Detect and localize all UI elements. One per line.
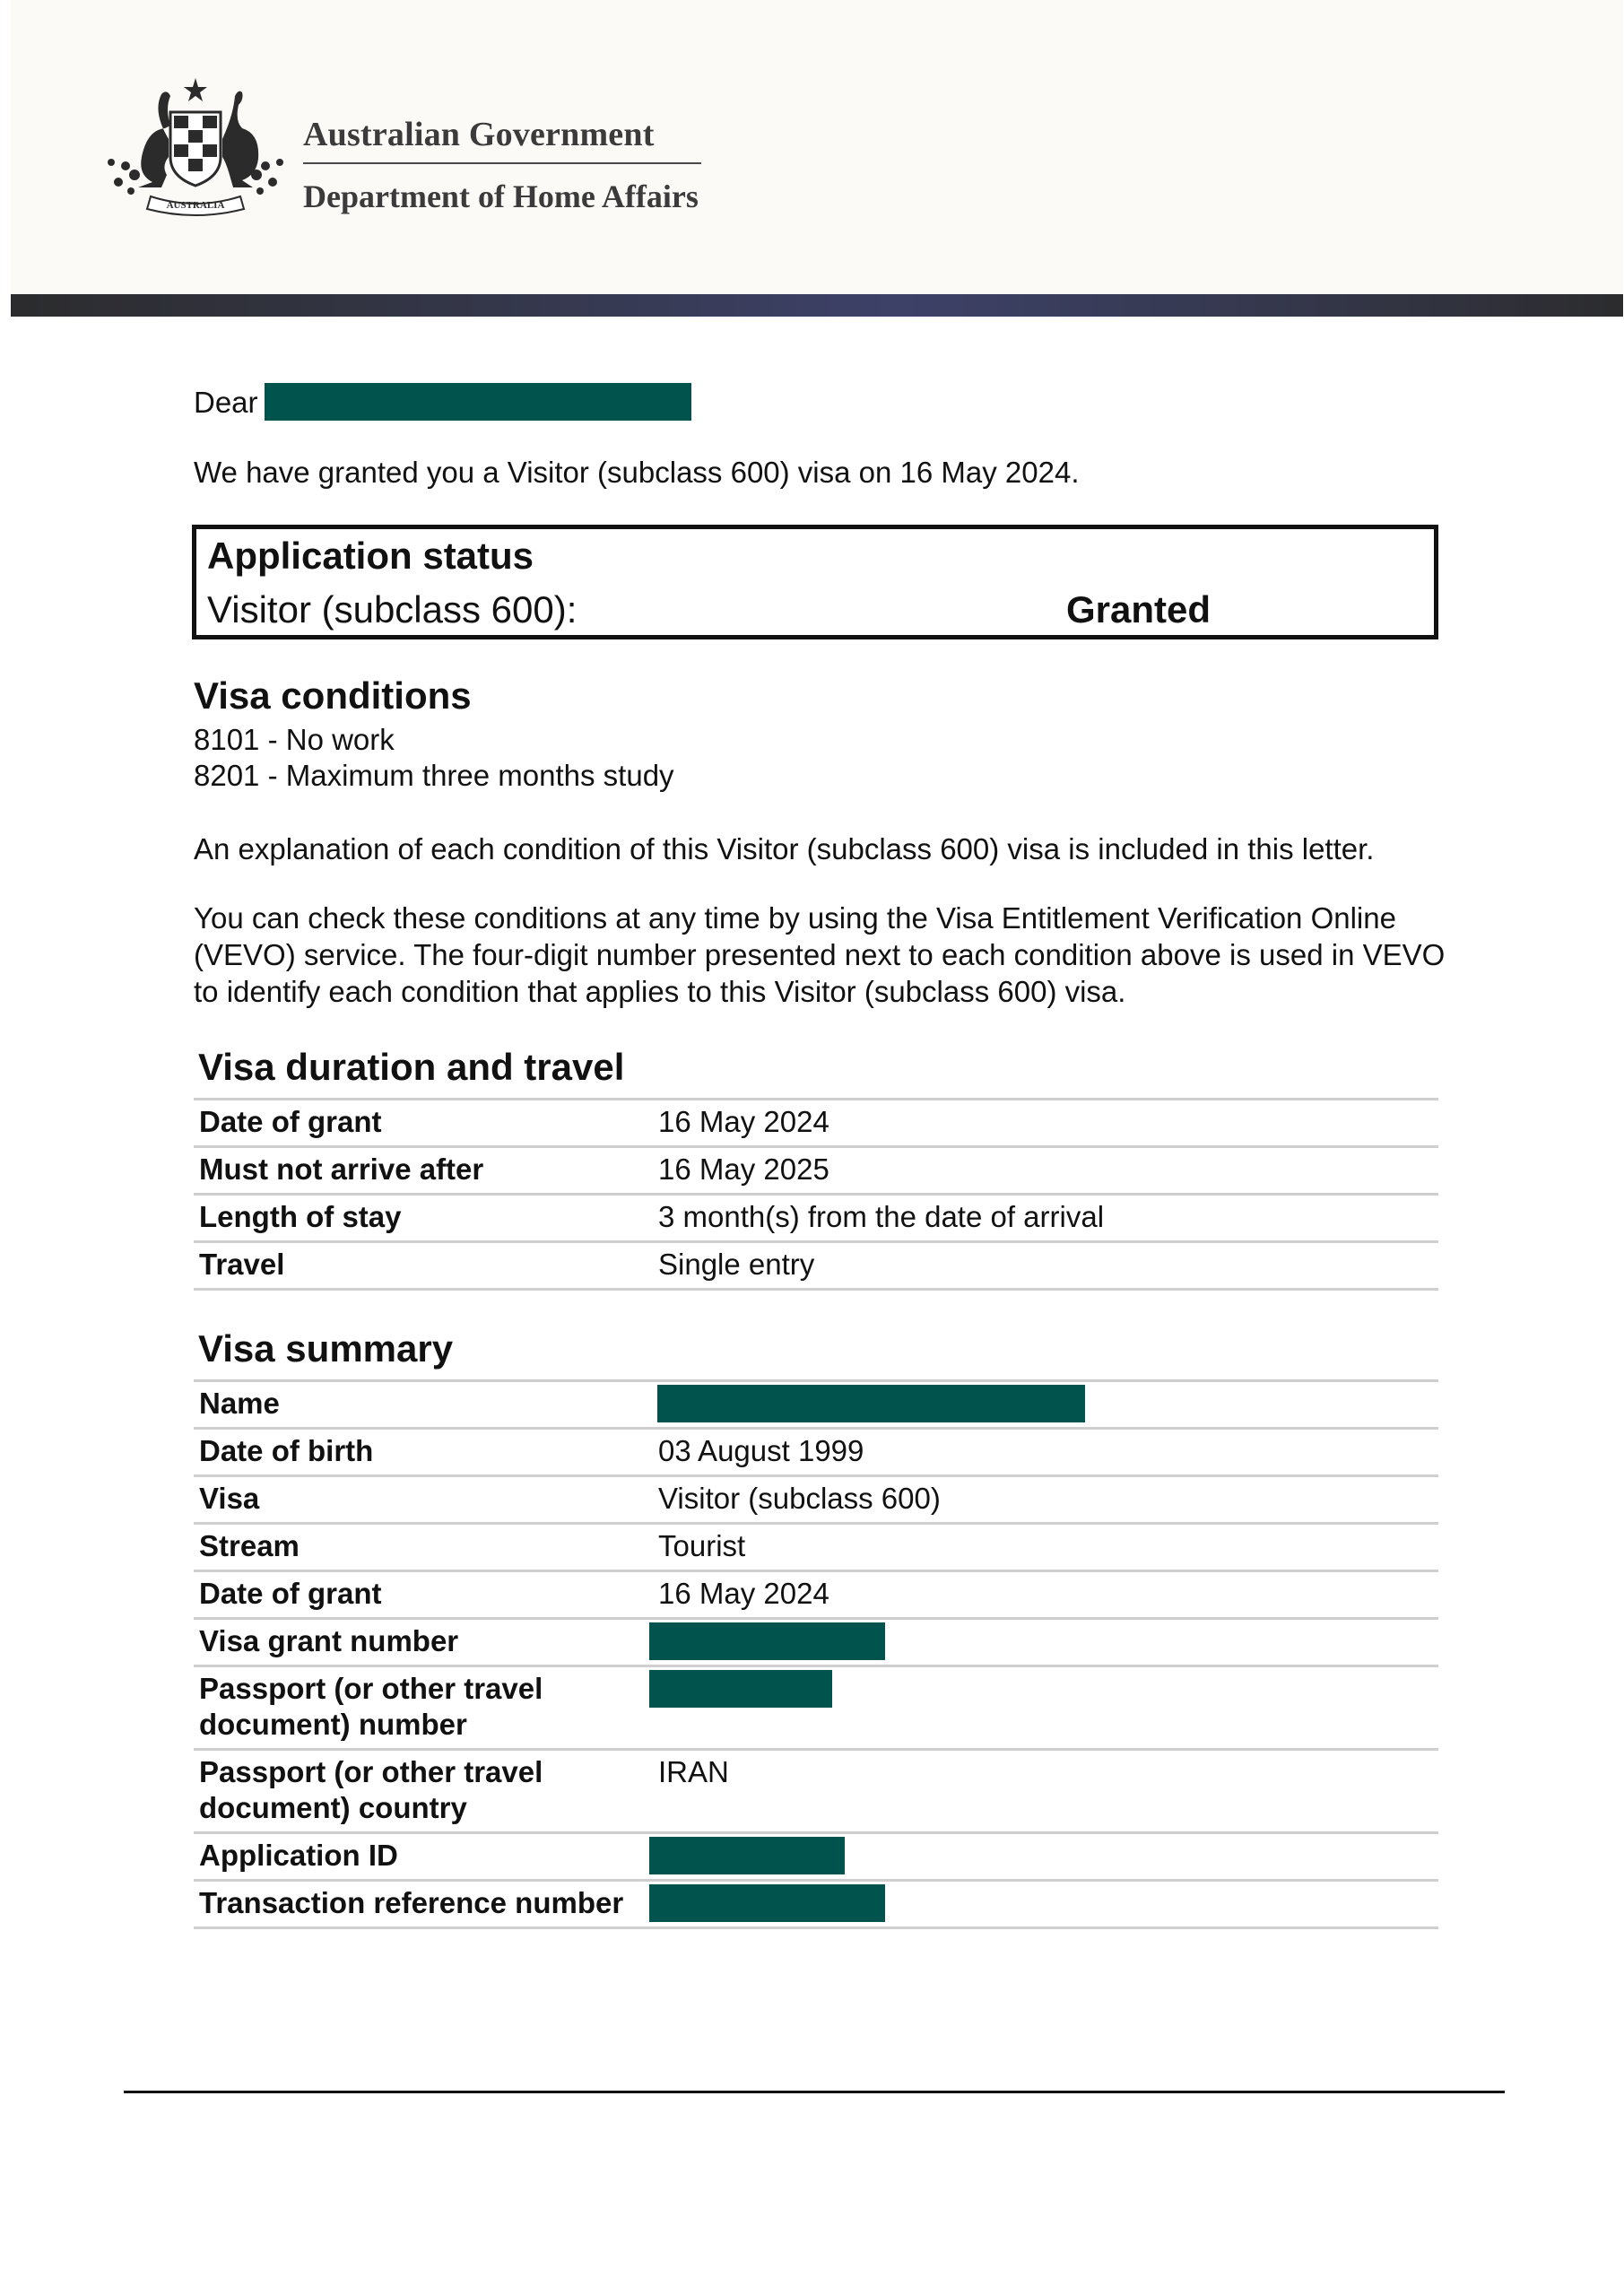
vevo-paragraph: You can check these conditions at any time by using the Visa Entitlement Verification Online (VEVO) service. The four-digit number presented next to each condition above is used in VEVO to identify each condition that applies to this Visitor (subclass 600) visa. [194, 901, 1446, 1008]
status-heading: Application status [207, 535, 534, 577]
row-label: Passport (or other travel document) number [199, 1672, 543, 1741]
table-row [194, 1751, 1438, 1834]
table-row [194, 1148, 1438, 1196]
row-label: Application ID [199, 1839, 398, 1872]
row-value: 16 May 2024 [658, 1577, 829, 1610]
government-title: Australian Government [303, 116, 655, 153]
row-label: Date of grant [199, 1105, 382, 1138]
coat-of-arms-icon [99, 76, 291, 220]
table-row [194, 1882, 1438, 1929]
conditions-heading: Visa conditions [194, 674, 472, 717]
row-value: 16 May 2024 [658, 1105, 829, 1138]
title-divider [303, 162, 701, 164]
redacted-application-id [649, 1837, 845, 1874]
redacted-visa-grant-number [649, 1622, 885, 1660]
table-row [194, 1667, 1438, 1751]
condition-item: 8201 - Maximum three months study [194, 759, 674, 792]
table-row [194, 1834, 1438, 1882]
row-label: Transaction reference number [199, 1886, 624, 1919]
application-status-box [192, 525, 1438, 639]
summary-table [194, 1379, 1438, 1929]
row-label: Must not arrive after [199, 1152, 484, 1186]
department-name: Department of Home Affairs [303, 178, 699, 214]
redacted-name [657, 1385, 1085, 1422]
table-row [194, 1525, 1438, 1572]
row-label: Travel [199, 1248, 285, 1281]
condition-item: 8101 - No work [194, 723, 395, 756]
redacted-passport-number [649, 1670, 832, 1708]
footer-rule [124, 2091, 1505, 2093]
row-value: Tourist [658, 1529, 746, 1562]
grant-intro: We have granted you a Visitor (subclass 600) visa on 16 May 2024. [194, 456, 1080, 489]
table-row [194, 1572, 1438, 1620]
redacted-recipient-name [265, 383, 691, 421]
row-label: Name [199, 1387, 280, 1420]
table-row [194, 1620, 1438, 1667]
table-row [194, 1243, 1438, 1291]
status-visa-label: Visitor (subclass 600): [207, 588, 578, 631]
row-label: Date of birth [199, 1434, 374, 1467]
crest-scroll-text: AUSTRALIA [166, 200, 225, 211]
row-value: 3 month(s) from the date of arrival [658, 1200, 1105, 1233]
duration-table [194, 1098, 1438, 1291]
row-label: Passport (or other travel document) country [199, 1755, 543, 1824]
row-label: Date of grant [199, 1577, 382, 1610]
table-row [194, 1196, 1438, 1243]
duration-heading: Visa duration and travel [198, 1046, 625, 1088]
row-value: 03 August 1999 [658, 1434, 864, 1467]
status-value: Granted [1066, 588, 1211, 631]
row-value: IRAN [658, 1755, 729, 1788]
row-label: Stream [199, 1529, 300, 1562]
redacted-transaction-reference [649, 1884, 885, 1922]
row-label: Visa [199, 1482, 260, 1515]
conditions-explanation: An explanation of each condition of this Visitor (subclass 600) visa is included in this letter. [194, 832, 1375, 865]
salutation: Dear [194, 386, 258, 419]
table-row [194, 1477, 1438, 1525]
header-band [11, 294, 1623, 317]
row-value: 16 May 2025 [658, 1152, 829, 1186]
summary-heading: Visa summary [198, 1327, 454, 1370]
row-label: Visa grant number [199, 1624, 459, 1657]
table-row [194, 1098, 1438, 1148]
row-label: Length of stay [199, 1200, 402, 1233]
row-value: Single entry [658, 1248, 815, 1281]
table-row [194, 1379, 1438, 1430]
table-row [194, 1430, 1438, 1477]
row-value: Visitor (subclass 600) [658, 1482, 941, 1515]
